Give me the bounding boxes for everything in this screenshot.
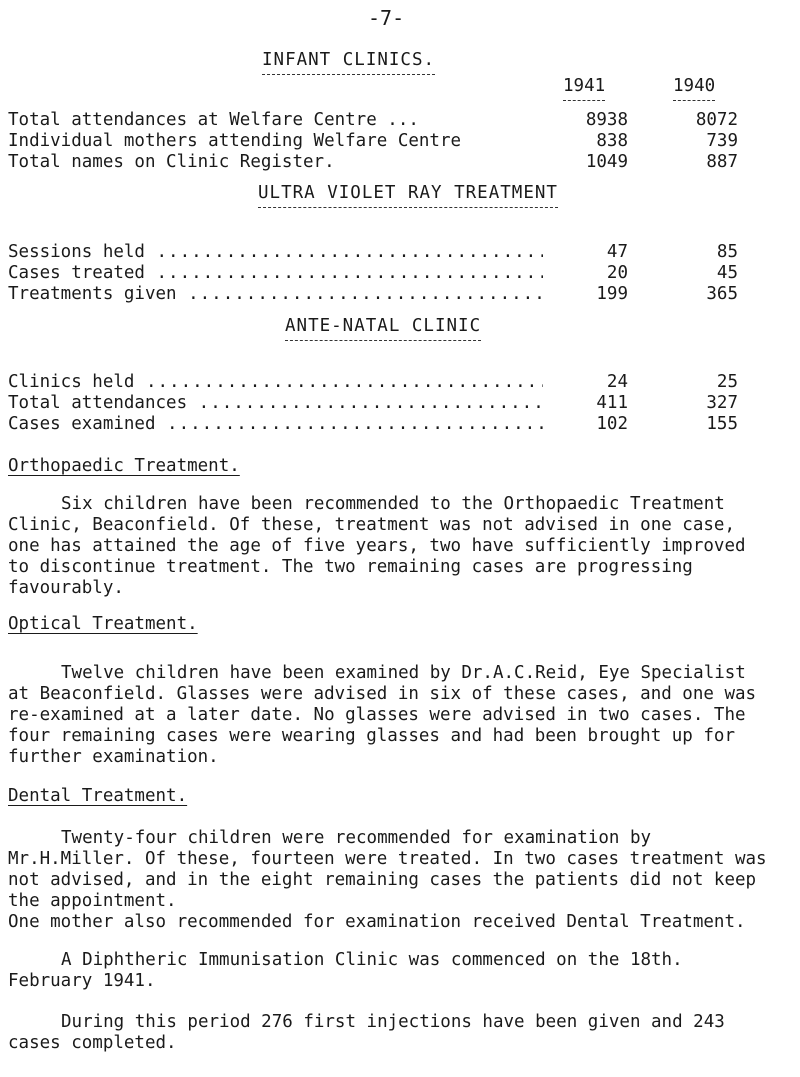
value-1940: 365 [706,284,738,304]
value-1941: 24 [606,372,628,392]
infant-row [8,131,738,153]
row-label: Total attendances at Welfare Centre ... [8,110,419,130]
value-1940: 155 [706,414,738,434]
dental-title: Dental Treatment. [8,786,188,806]
row-label: Total names on Clinic Register. [8,152,335,172]
row-label: Cases examined ..... [8,414,543,435]
value-1940: 327 [706,393,738,413]
antenatal-row [8,372,738,394]
row-label: Total attendances ..... [8,393,543,414]
value-1941: 411 [596,393,628,413]
antenatal-row [8,414,738,436]
diphtheric-paragraph [8,950,768,992]
infant-clinics-heading: INFANT CLINICS. [262,50,435,75]
col-header-1940: 1940 [673,76,715,101]
ultra-row [8,242,738,264]
orthopaedic-paragraph [8,494,768,599]
row-label: Sessions held ..... [8,242,543,263]
orthopaedic-title: Orthopaedic Treatment. [8,456,240,476]
ante-natal-heading: ANTE-NATAL CLINIC [285,316,481,341]
row-label: Clinics held ..... [8,372,543,393]
dental-paragraph [8,828,768,933]
row-label: Treatments given ..... [8,284,543,305]
col-header-1941: 1941 [563,76,605,101]
page-number: -7- [368,6,405,30]
row-label: Individual mothers attending Welfare Centre [8,131,462,151]
value-1941: 8938 [585,110,628,130]
value-1940: 45 [716,263,738,283]
ultra-row [8,284,738,306]
ultra-violet-heading: ULTRA VIOLET RAY TREATMENT [258,183,558,208]
antenatal-row [8,393,738,415]
injections-text: During this period 276 first injections have been given and 243 cases completed. [8,1012,725,1053]
injections-paragraph [8,1012,768,1054]
infant-row [8,110,738,132]
optical-title: Optical Treatment. [8,614,198,634]
optical-paragraph [8,663,768,768]
value-1941: 47 [606,242,628,262]
diphtheric-text: A Diphtheric Immunisation Clinic was commenced on the 18th. February 1941. [8,950,683,991]
value-1940: 8072 [695,110,738,130]
infant-row [8,152,738,174]
value-1941: 199 [596,284,628,304]
value-1941: 838 [596,131,628,151]
row-label: Cases treated ..... [8,263,543,284]
dental-text: Twenty-four children were recommended for examination by Mr.H.Miller. Of these, fourteen were treated. In two cases treatment was not advised, and in the eight remaining cases the patients did not keep the appointment. [8,828,767,911]
value-1940: 85 [716,242,738,262]
optical-text: Twelve children have been examined by Dr.A.C.Reid, Eye Specialist at Beaconfield. Glasses were advised in six of these cases, and one was re-examined at a later date. No glasses were advised in two cases. The four remaining cases were wearing glasses and had been brought up for further examination. [8,663,757,767]
dental-text-mother: One mother also recommended for examination received Dental Treatment. [8,912,746,932]
value-1940: 887 [706,152,738,172]
orthopaedic-text: Six children have been recommended to the Orthopaedic Treatment Clinic, Beaconfield. Of these, treatment was not advised in one case, one has attained the age of five years, two have sufficiently improved to discontinue treatment. The two remaining cases are progressing favourably. [8,494,746,598]
value-1941: 102 [596,414,628,434]
value-1941: 1049 [585,152,628,172]
value-1940: 25 [716,372,738,392]
ultra-row [8,263,738,285]
value-1941: 20 [606,263,628,283]
value-1940: 739 [706,131,738,151]
